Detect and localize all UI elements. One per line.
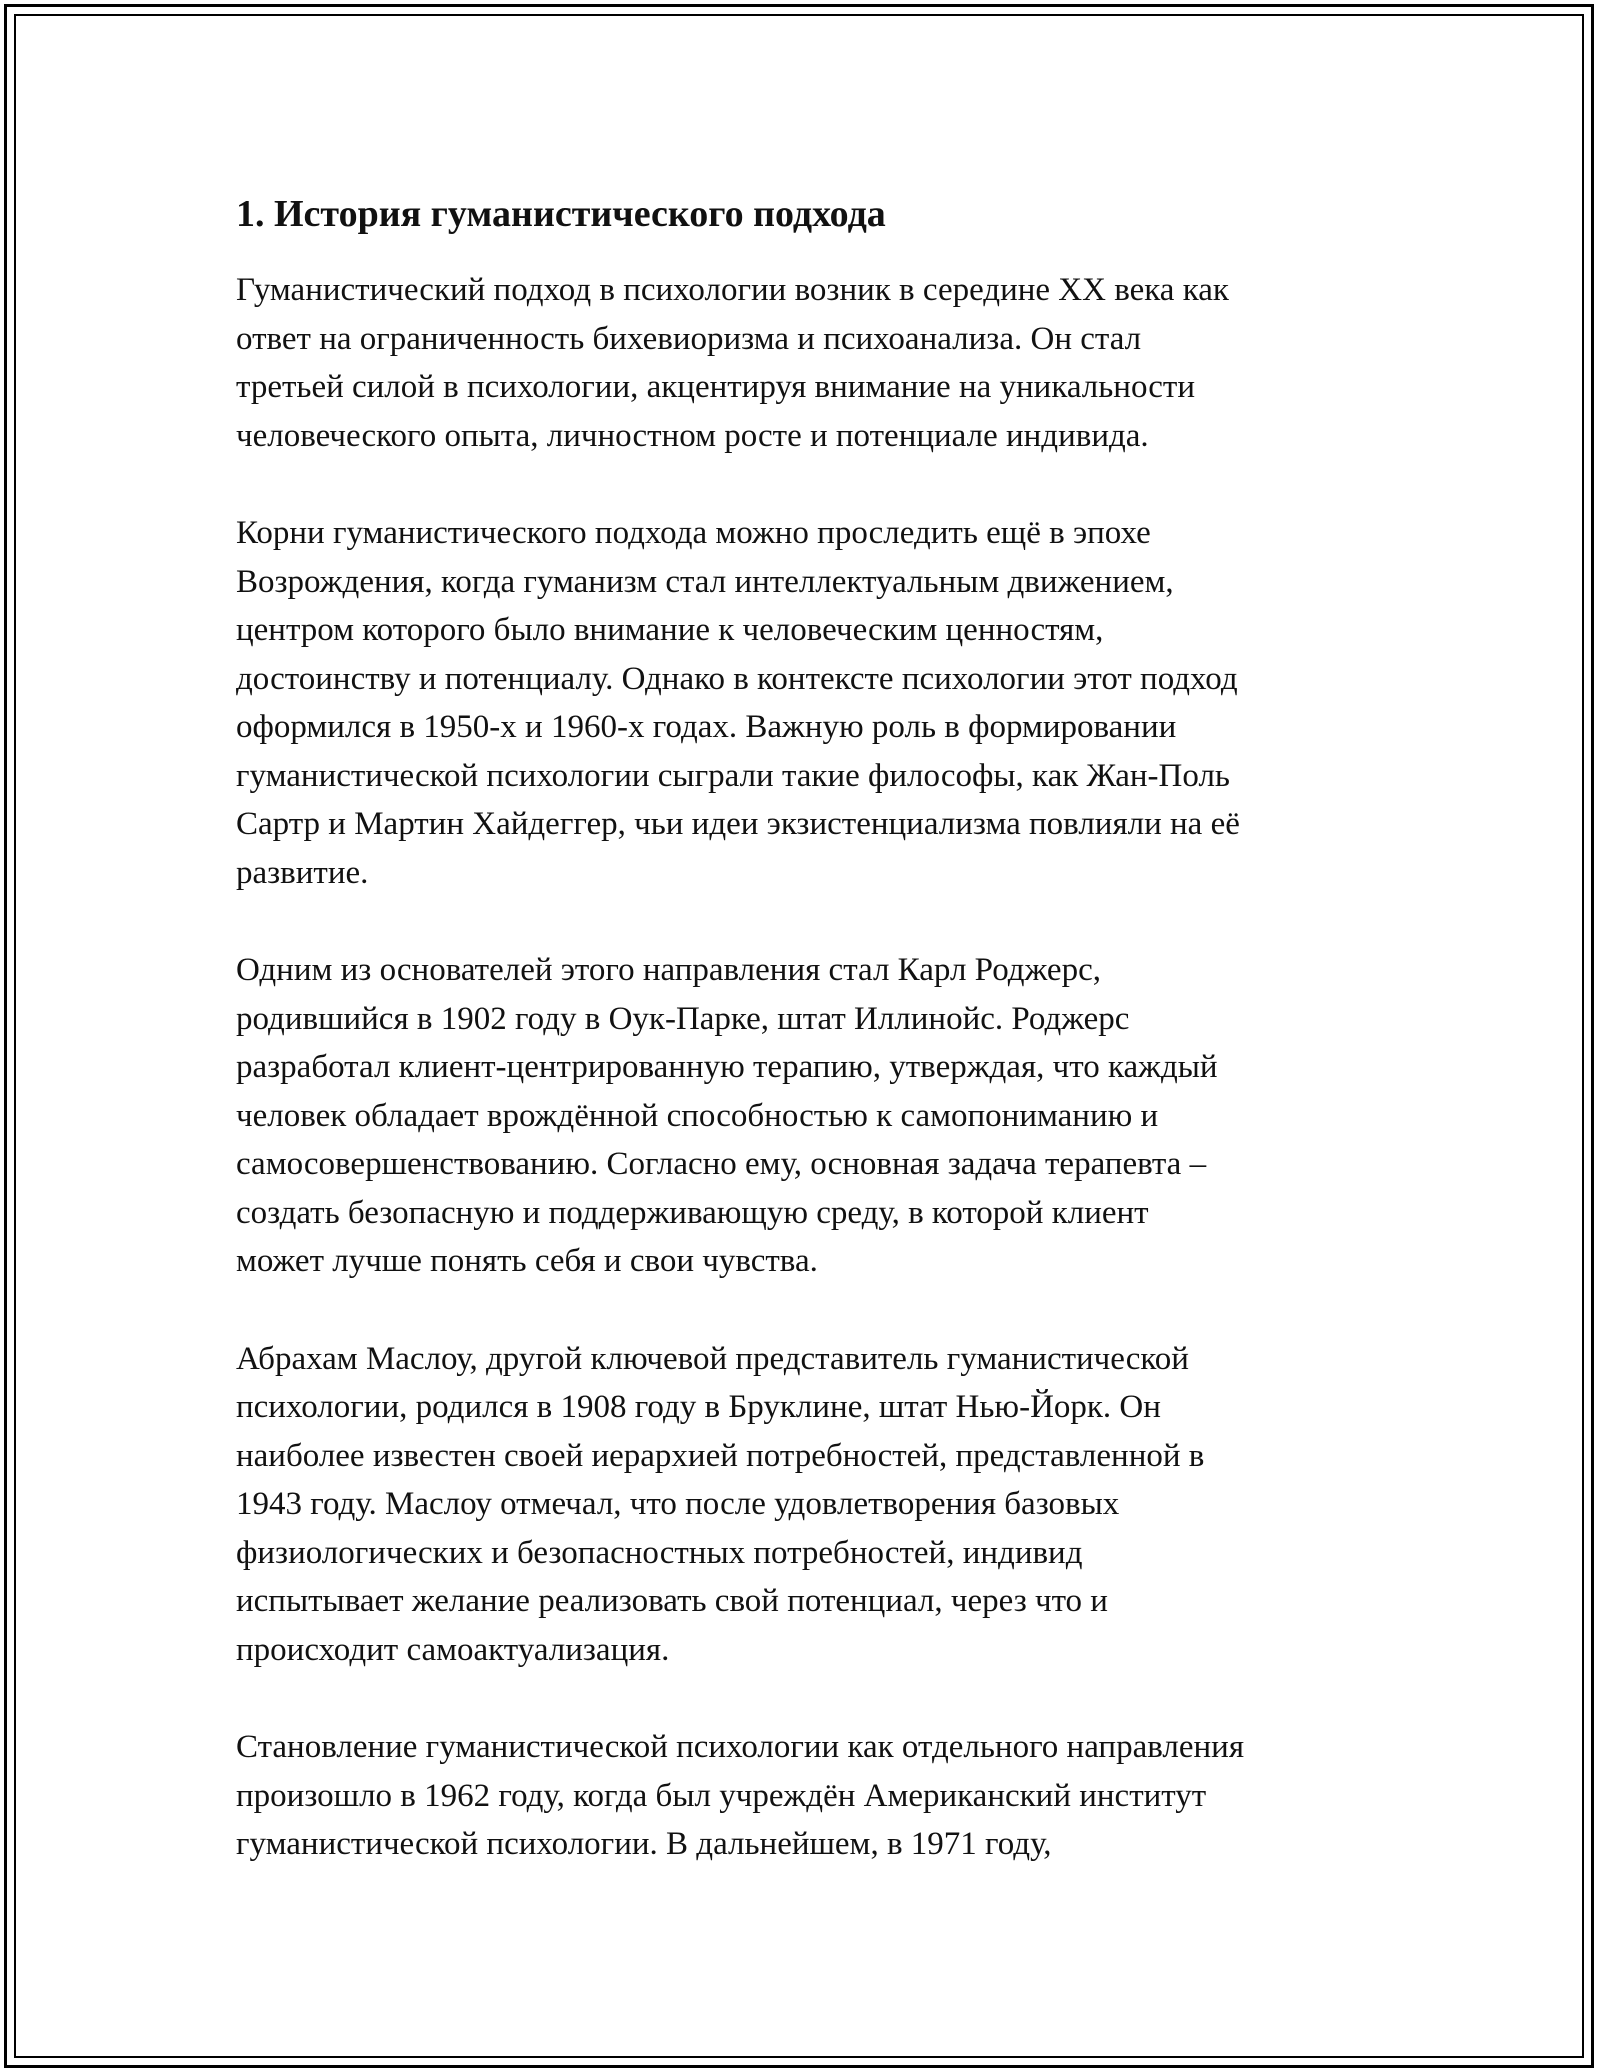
text-line: развитие. (236, 854, 369, 891)
text-line: третьей силой в психологии, акцентируя внимание на уникальности (236, 369, 1196, 405)
section-heading: 1. История гуманистического подхода (236, 193, 886, 235)
text-line: Корни гуманистического подхода можно проследить ещё в эпохе (236, 515, 1151, 551)
text-line: Возрождения, когда гуманизм стал интеллектуальным движением, (236, 563, 1174, 600)
text-line: Сартр и Мартин Хайдеггер, чьи идеи экзистенциализма повлияли на её (236, 806, 1240, 842)
text-line: происходит самоактуализация. (236, 1631, 670, 1668)
text-line: Гуманистический подход в психологии возник в середине XX века как (236, 272, 1229, 308)
text-line: может лучше понять себя и свои чувства. (236, 1243, 818, 1279)
paragraph-5 (236, 1723, 1386, 1869)
document-body (236, 188, 1386, 1918)
text-line: разработал клиент-центрированную терапию, утверждая, что каждый (236, 1049, 1218, 1085)
text-line: физиологических и безопасностных потребностей, индивид (236, 1534, 1083, 1571)
text-line: самосовершенствованию. Согласно ему, основная задача терапевта – (236, 1146, 1207, 1182)
text-line: центром которого было внимание к человеческим ценностям, (236, 612, 1104, 648)
text-line: человек обладает врождённой способностью к самопониманию и (236, 1097, 1159, 1134)
text-line: гуманистической психологии. В дальнейшем, в 1971 году, (236, 1826, 1052, 1862)
paragraph-1 (236, 266, 1386, 460)
text-line: произошло в 1962 году, когда был учреждён Американский институт (236, 1777, 1207, 1814)
text-line: достоинству и потенциалу. Однако в контексте психологии этот подход (236, 660, 1238, 697)
text-line: Становление гуманистической психологии как отдельного направления (236, 1729, 1244, 1765)
paragraph-2 (236, 509, 1386, 897)
text-line: оформился в 1950-х и 1960-х годах. Важную роль в формировании (236, 709, 1177, 745)
text-line: психологии, родился в 1908 году в Бруклине, штат Нью-Йорк. Он (236, 1389, 1161, 1425)
text-line: наиболее известен своей иерархией потребностей, представленной в (236, 1437, 1205, 1474)
text-line: Одним из основателей этого направления стал Карл Роджерс, (236, 952, 1101, 988)
text-line: 1943 году. Маслоу отмечал, что после удовлетворения базовых (236, 1486, 1120, 1522)
text-line: создать безопасную и поддерживающую среду, в которой клиент (236, 1194, 1149, 1231)
text-line: человеческого опыта, личностном росте и потенциале индивида. (236, 417, 1149, 454)
text-line: гуманистической психологии сыграли такие философы, как Жан-Поль (236, 757, 1230, 794)
text-line: испытывает желание реализовать свой потенциал, через что и (236, 1583, 1108, 1619)
paragraph-4 (236, 1335, 1386, 1675)
text-line: ответ на ограниченность бихевиоризма и психоанализа. Он стал (236, 320, 1142, 357)
paragraph-3 (236, 946, 1386, 1286)
text-line: Абрахам Маслоу, другой ключевой представитель гуманистической (236, 1340, 1189, 1377)
text-line: родившийся в 1902 году в Оук-Парке, штат Иллинойс. Роджерс (236, 1000, 1130, 1037)
